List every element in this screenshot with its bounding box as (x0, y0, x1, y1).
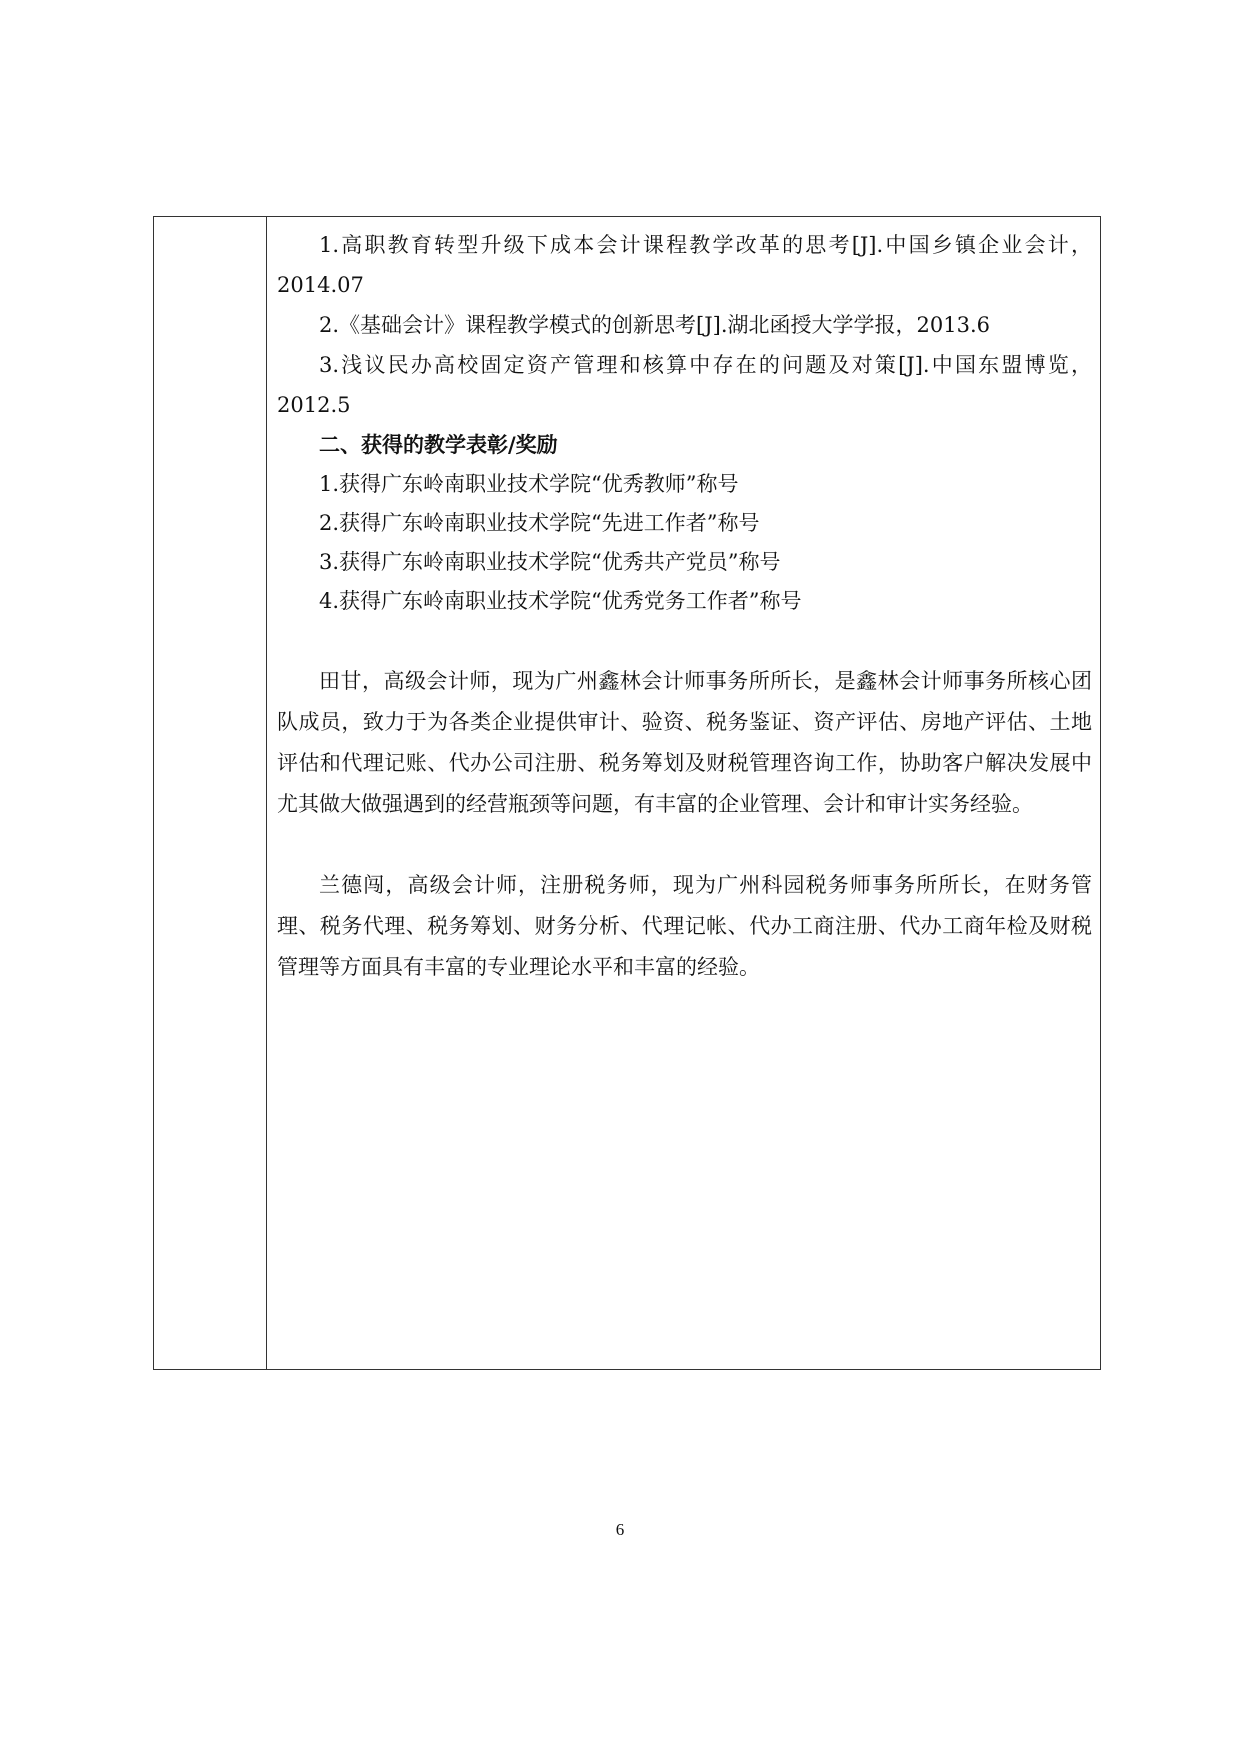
award-item-2: 2.获得广东岭南职业技术学院“先进工作者”称号 (319, 511, 760, 535)
award-item-4: 4.获得广东岭南职业技术学院“优秀党务工作者”称号 (319, 589, 802, 613)
publication-item-3: 3.浅议民办高校固定资产管理和核算中存在的问题及对策[J].中国东盟博览，2012.5 (277, 353, 1092, 417)
table-left-column (154, 217, 267, 1369)
spacer (277, 621, 1092, 661)
award-item-1: 1.获得广东岭南职业技术学院“优秀教师”称号 (319, 472, 739, 496)
awards-heading: 二、获得的教学表彰/奖励 (319, 433, 558, 457)
publication-item-1: 1.高职教育转型升级下成本会计课程教学改革的思考[J].中国乡镇企业会计，2014.07 (277, 233, 1092, 297)
page-number: 6 (615, 1520, 625, 1539)
award-item-3: 3.获得广东岭南职业技术学院“优秀共产党员”称号 (319, 550, 781, 574)
publication-item-2: 2.《基础会计》课程教学模式的创新思考[J].湖北函授大学学报，2013.6 (319, 313, 990, 337)
table-content-cell (277, 225, 1092, 988)
content-table (153, 216, 1101, 1370)
bio-paragraph-lan-dechuang: 兰德闯，高级会计师，注册税务师，现为广州科园税务师事务所所长，在财务管理、税务代理、税务筹划、财务分析、代理记帐、代办工商注册、代办工商年检及财税管理等方面具有丰富的专业理论水平和丰富的经验。 (277, 873, 1092, 979)
bio-paragraph-tian-gan: 田甘，高级会计师，现为广州鑫林会计师事务所所长，是鑫林会计师事务所核心团队成员，致力于为各类企业提供审计、验资、税务鉴证、资产评估、房地产评估、土地评估和代理记账、代办公司注册、税务筹划及财税管理咨询工作，协助客户解决发展中尤其做大做强遇到的经营瓶颈等问题，有丰富的企业管理、会计和审计实务经验。 (277, 669, 1092, 816)
spacer (277, 825, 1092, 865)
